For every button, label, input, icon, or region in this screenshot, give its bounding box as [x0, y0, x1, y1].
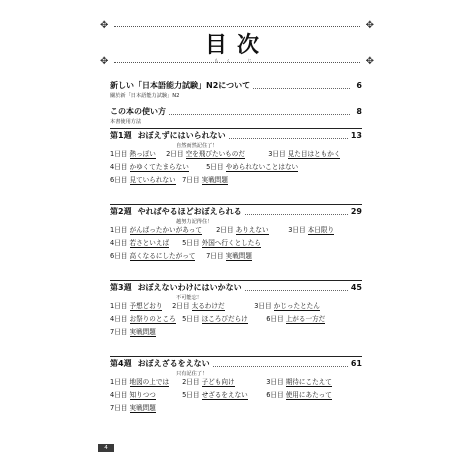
- entry-page: 6: [356, 81, 362, 90]
- entry-label: この本の使い方: [110, 107, 166, 116]
- ornament-icon: ✥: [100, 56, 109, 67]
- divider: [110, 280, 362, 281]
- week-section: [110, 206, 362, 265]
- day-entry[interactable]: 4日目 若さといえば: [110, 239, 170, 247]
- day-entry[interactable]: 3日目 見た目はともかく: [268, 150, 341, 158]
- ornament-icon: ✥: [365, 56, 374, 67]
- week-subtitle: 不可能忘！: [176, 295, 202, 301]
- week-subtitle: 越努力記得住！: [176, 219, 213, 225]
- intro-entry[interactable]: [110, 106, 362, 126]
- page-number: 4: [98, 444, 114, 452]
- day-entry[interactable]: 7日目 実戦問題: [110, 404, 156, 412]
- day-entry[interactable]: 4日目 知りつつ: [110, 391, 156, 399]
- day-entry[interactable]: 3日目 かじったとたん: [254, 302, 320, 310]
- day-entry[interactable]: 6日目 高くなるにしたがって: [110, 252, 196, 260]
- day-entry[interactable]: 6日目 見ていられない: [110, 176, 176, 184]
- divider: [110, 204, 362, 205]
- week-section: [110, 282, 362, 341]
- day-entry[interactable]: 2日目 空を飛びたいものだ: [166, 150, 245, 158]
- week-entry[interactable]: [110, 206, 362, 218]
- day-entry[interactable]: 2日目 太るわけだ: [172, 302, 225, 310]
- entry-subtitle: 關於新「日本語能力試験」N2: [110, 93, 180, 99]
- week-page: 13: [350, 131, 362, 140]
- week-number: 第3週: [110, 283, 132, 292]
- week-entry[interactable]: [110, 358, 362, 370]
- page-title: 目次: [204, 33, 269, 58]
- day-entry[interactable]: 3日目 期待にこたえて: [266, 378, 332, 386]
- day-entry[interactable]: 4日目 かゆくてたまらない: [110, 163, 189, 171]
- week-title: おぼえないわけにはいかない: [137, 283, 242, 292]
- week-page: 45: [350, 283, 362, 292]
- day-entry[interactable]: 1日目 地図の上では: [110, 378, 170, 386]
- day-entry[interactable]: 6日目 使用にあたって: [266, 391, 332, 399]
- entry-page: 8: [356, 107, 362, 116]
- week-title: おぼえざるをえない: [137, 359, 210, 368]
- week-title: やればやるほどおぼえられる: [137, 207, 242, 216]
- week-entry[interactable]: [110, 130, 362, 142]
- ornament-icon: ✥: [100, 20, 109, 31]
- day-entry[interactable]: 2日目 ありえない: [216, 226, 269, 234]
- day-entry[interactable]: 7日目 実戦問題: [182, 176, 228, 184]
- intro-entry[interactable]: [110, 80, 362, 100]
- week-page: 61: [350, 359, 362, 368]
- week-section: [110, 130, 362, 189]
- page-title-ruby: もく じ: [214, 58, 260, 63]
- week-section: [110, 358, 362, 417]
- day-entry[interactable]: 4日目 お祭りのところ: [110, 315, 176, 323]
- week-page: 29: [350, 207, 362, 216]
- day-entry[interactable]: 6日目 上がる一方だ: [266, 315, 326, 323]
- toc-page: [88, 16, 386, 458]
- day-entry[interactable]: 3日目 本日限り: [288, 226, 335, 234]
- divider: [110, 356, 362, 357]
- week-entry[interactable]: [110, 282, 362, 294]
- entry-label: 新しい「日本語能力試験」N2について: [110, 81, 251, 90]
- ornament-icon: ✥: [365, 20, 374, 31]
- week-number: 第1週: [110, 131, 132, 140]
- day-entry[interactable]: 2日目 子ども向け: [182, 378, 235, 386]
- day-entry[interactable]: 5日目 外国へ行くとしたら: [182, 239, 261, 247]
- divider: [110, 128, 362, 129]
- week-title: おぼえずにはいられない: [137, 131, 226, 140]
- day-entry[interactable]: 7日目 実戦問題: [206, 252, 252, 260]
- header-top-rule: [114, 26, 360, 27]
- week-number: 第2週: [110, 207, 132, 216]
- day-entry[interactable]: 1日目 がんばったかいがあって: [110, 226, 202, 234]
- entry-subtitle: 本書使用方法: [110, 119, 142, 125]
- day-entry[interactable]: 5日目 せざるをえない: [182, 391, 248, 399]
- day-entry[interactable]: 1日目 熱っぽい: [110, 150, 156, 158]
- toc-header: [98, 20, 376, 72]
- day-entry[interactable]: 7日目 実戦問題: [110, 328, 156, 336]
- day-entry[interactable]: 5日目 やめられないことはない: [206, 163, 299, 171]
- week-subtitle: 自然而然記住了！: [176, 143, 218, 149]
- day-entry[interactable]: 1日目 予想どおり: [110, 302, 163, 310]
- week-subtitle: 只有記住了！: [176, 371, 208, 377]
- week-number: 第4週: [110, 359, 132, 368]
- day-entry[interactable]: 5日目 ほころびだらけ: [182, 315, 248, 323]
